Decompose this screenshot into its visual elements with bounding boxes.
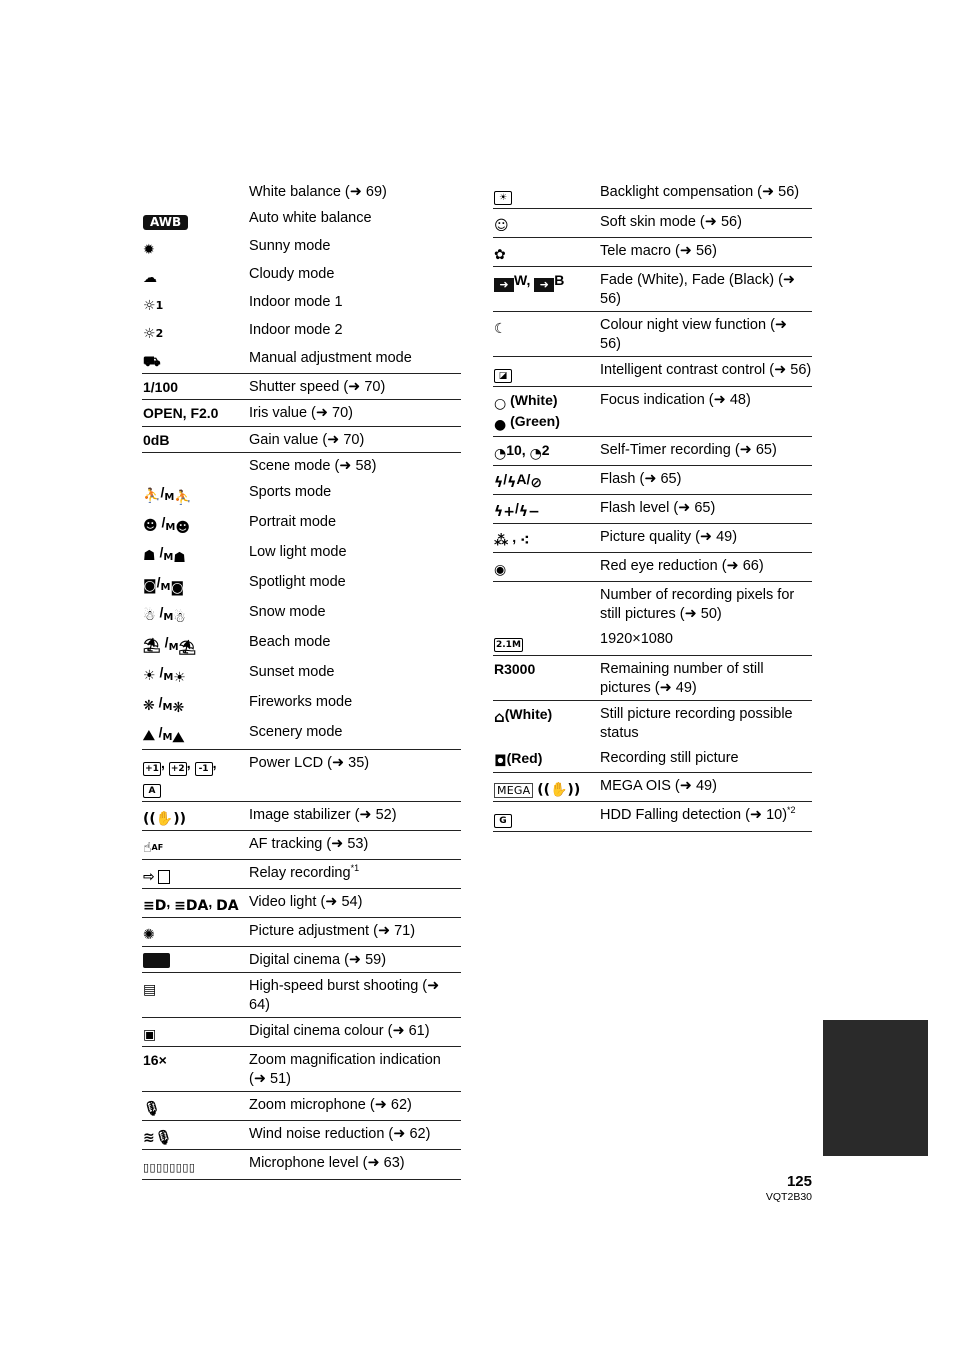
row-description: Number of recording pixels for still pictures (➜ 50)	[600, 587, 795, 622]
contrast-control-icon: ◪	[494, 369, 512, 383]
sunset-icon: ☀	[143, 667, 156, 684]
row-description: Scenery mode	[248, 719, 461, 750]
row-description: Picture quality (➜ 49)	[599, 524, 812, 553]
digital-cinema-icon	[143, 953, 170, 968]
hdd-falling-icon: G	[494, 814, 512, 828]
manual-wb-icon: ⛟	[143, 353, 161, 370]
quality-fine-icon: ⁂	[494, 533, 509, 549]
snow-icon: ☃	[143, 607, 156, 624]
remaining-pictures-value: R3000	[493, 656, 599, 701]
table-row	[142, 205, 461, 233]
row-description: Colour night view function (➜ 56)	[599, 312, 812, 357]
mic-level-icon: ▯▯▯▯▯▯▯▯	[143, 1161, 196, 1174]
lcd-minus1-icon: -1	[195, 762, 213, 776]
table-row	[493, 582, 812, 627]
red-eye-icon: ◉	[494, 562, 507, 578]
table-row: ϟ+/ϟ− Flash level (➜ 65)	[493, 495, 812, 524]
flash-auto-icon: ϟ	[507, 475, 517, 491]
row-description: Flash level (➜ 65)	[599, 495, 812, 524]
spotlight-icon: ◙	[143, 577, 157, 594]
table-row	[493, 773, 812, 802]
soft-skin-icon: ☺	[494, 218, 509, 234]
right-icon-table	[493, 179, 812, 832]
table-row	[142, 1018, 461, 1047]
row-description: Auto white balance	[249, 209, 372, 226]
row-description: Microphone level (➜ 63)	[248, 1150, 461, 1180]
row-description: Image stabilizer (➜ 52)	[248, 801, 461, 830]
page-number: 125	[786, 1173, 812, 1190]
video-light-auto-2-icon: DA	[216, 897, 239, 914]
row-description: Relay recording$^{*1}$	[248, 859, 461, 888]
row-description: Sunset mode	[249, 663, 335, 680]
row-description: Focus indication (➜ 48)	[599, 387, 812, 437]
table-row	[142, 1047, 461, 1092]
row-description: Fade (White), Fade (Black) (➜ 56)	[599, 267, 812, 312]
table-row: ☗ / M ☗ Low light mode	[142, 539, 461, 569]
table-row: ☃ / M ☃ Snow mode	[142, 599, 461, 629]
table-row	[142, 917, 461, 946]
manual-low-light-icon: M ☗	[163, 549, 186, 566]
table-row	[142, 946, 461, 973]
table-row: ⛱ / M ⛱ Beach mode	[142, 629, 461, 659]
fade-black-icon: ➜	[534, 278, 554, 292]
row-description: Video light (➜ 54)	[248, 888, 461, 917]
picture-adjustment-icon: ✺	[143, 926, 155, 943]
camera-outline-icon: ⌂	[494, 708, 505, 726]
right-table-column	[493, 179, 812, 832]
table-row: ➜ W, ➜ B Fade (White), Fade (Black) (➜ 56)	[493, 267, 812, 312]
row-description: Fireworks mode	[249, 693, 353, 710]
night-view-icon: ☾	[494, 321, 507, 337]
row-description: Zoom microphone (➜ 62)	[248, 1092, 461, 1121]
row-description: Low light mode	[249, 543, 347, 560]
table-row: ◙/ M ◙ Spotlight mode	[142, 569, 461, 599]
focus-white-icon: ○	[494, 396, 507, 412]
table-row	[142, 400, 461, 427]
wind-noise-icon: ≋🎙	[143, 1130, 173, 1146]
table-row	[493, 179, 812, 209]
row-description: Red eye reduction (➜ 66)	[599, 553, 812, 582]
table-row	[142, 1092, 461, 1121]
row-description: Remaining number of still pictures (➜ 49)	[599, 656, 812, 701]
table-row	[142, 426, 461, 453]
manual-sports-icon: M ⛹	[164, 489, 192, 506]
table-row	[493, 553, 812, 582]
sun-icon: ✹	[143, 241, 155, 258]
manual-sunset-icon: M ☀	[163, 669, 186, 686]
video-light-auto-icon: ≡DA	[174, 897, 209, 914]
relay-recording-icon: ⇨	[143, 869, 170, 885]
flash-off-icon: ⊘	[530, 475, 543, 491]
row-description: Soft skin mode (➜ 56)	[599, 209, 812, 238]
table-row: ⛰ / M ⛰ Scenery mode	[142, 719, 461, 750]
left-icon-table	[142, 179, 461, 1180]
fade-white-icon: ➜	[494, 278, 514, 292]
row-description: Snow mode	[249, 603, 326, 620]
row-description: Backlight compensation (➜ 56)	[599, 179, 812, 209]
table-row	[493, 209, 812, 238]
row-description: Digital cinema (➜ 59)	[248, 946, 461, 973]
lcd-plus2-icon: +2	[169, 762, 187, 776]
row-description: Picture adjustment (➜ 71)	[248, 917, 461, 946]
table-row	[142, 179, 461, 205]
row-description: Still picture recording possible status	[600, 706, 793, 741]
row-description: Intelligent contrast control (➜ 56)	[599, 357, 812, 387]
pixels-2-1m-icon: 2.1M	[496, 640, 521, 650]
cloud-icon: ☁	[143, 269, 157, 286]
left-table-column	[142, 179, 461, 1180]
table-row	[493, 626, 812, 656]
row-description: Sunny mode	[249, 237, 331, 254]
row-description: Power LCD (➜ 35)	[248, 749, 461, 801]
row-description: Indoor mode 2	[249, 321, 343, 338]
row-description: Iris value (➜ 70)	[248, 400, 461, 427]
flash-plus-icon: ϟ+	[494, 504, 515, 520]
table-row: +1 , +2 , -1 , A Power LCD (➜ 35)	[142, 749, 461, 801]
shutter-speed-value: 1/100	[142, 373, 248, 400]
row-description: Spotlight mode	[249, 573, 346, 590]
row-description: Sports mode	[249, 483, 332, 500]
manual-beach-icon: M ⛱	[168, 639, 197, 656]
table-row: ◘(Red) Recording still picture	[493, 745, 812, 773]
manual-portrait-icon: M ☻	[165, 519, 190, 536]
beach-icon: ⛱	[143, 637, 161, 654]
cinema-colour-icon: ▣	[143, 1027, 157, 1043]
zoom-magnification-value: 16×	[142, 1047, 248, 1092]
sports-icon: ⛹	[143, 487, 161, 504]
table-row	[493, 357, 812, 387]
row-description: Tele macro (➜ 56)	[599, 238, 812, 267]
table-row	[493, 238, 812, 267]
self-timer-icon: ◔	[494, 446, 507, 462]
quality-normal-icon: ⁖	[520, 533, 530, 549]
table-row	[493, 656, 812, 701]
self-timer-icon: ◔	[529, 446, 542, 462]
row-description: Zoom magnification indication (➜ 51)	[248, 1047, 461, 1092]
row-description: Self-Timer recording (➜ 65)	[599, 437, 812, 466]
row-description: HDD Falling detection (➜ 10)$^{*2}$	[599, 802, 812, 832]
table-row: ⛹/ M ⛹ Sports mode	[142, 479, 461, 509]
row-description: Scene mode (➜ 58)	[249, 458, 377, 474]
flash-minus-icon: ϟ−	[518, 504, 540, 520]
table-row	[142, 233, 461, 261]
table-row	[142, 345, 461, 374]
lcd-auto-icon: A	[143, 784, 161, 798]
fireworks-icon: ❋	[143, 697, 155, 714]
manual-fireworks-icon: M ❋	[162, 699, 185, 716]
table-row	[142, 317, 461, 345]
table-row	[142, 261, 461, 289]
zoom-mic-icon: 🎙	[143, 1101, 161, 1117]
row-description: AF tracking (➜ 53)	[248, 830, 461, 859]
indoor-2-icon: ☼ 2	[143, 325, 164, 342]
backlight-icon: ☀	[494, 191, 512, 205]
table-row: ☀ / M ☀ Sunset mode	[142, 659, 461, 689]
row-description: Beach mode	[249, 633, 331, 650]
model-code: VQT2B30	[765, 1191, 812, 1203]
video-light-icon: ≡D	[143, 897, 167, 914]
table-row	[142, 830, 461, 859]
portrait-icon: ☻	[143, 517, 158, 534]
low-light-icon: ☗	[143, 547, 156, 564]
table-row: ○ (White) ● (Green) Focus indication (➜ 48)	[493, 387, 812, 437]
mega-ois-icon: MEGA	[494, 783, 533, 798]
row-description: Flash (➜ 65)	[599, 466, 812, 495]
manual-spotlight-icon: M ◙	[160, 579, 185, 596]
row-description: Cloudy mode	[249, 265, 335, 282]
row-description: Wind noise reduction (➜ 62)	[248, 1121, 461, 1150]
table-row: ❋ / M ❋ Fireworks mode	[142, 689, 461, 719]
table-row	[142, 373, 461, 400]
table-row: ☻ / M ☻ Portrait mode	[142, 509, 461, 539]
table-row: ≡D, ≡DA, DA Video light (➜ 54)	[142, 888, 461, 917]
image-stabilizer-icon: ((✋))	[143, 810, 187, 827]
row-description: Portrait mode	[249, 513, 337, 530]
row-description: Shutter speed (➜ 70)	[248, 373, 461, 400]
row-description: MEGA OIS (➜ 49)	[599, 773, 812, 802]
burst-shooting-icon: ▤	[143, 982, 157, 998]
row-description: 1920×1080	[599, 626, 812, 656]
manual-scenery-icon: M ⛰	[162, 729, 185, 746]
af-tracking-icon: ☝ AF	[143, 839, 164, 856]
table-row	[142, 801, 461, 830]
table-row: ◔10, ◔2 Self-Timer recording (➜ 65)	[493, 437, 812, 466]
table-row: ϟ/ϟA/⊘ Flash (➜ 65)	[493, 466, 812, 495]
image-stabilizer-icon: ((✋))	[537, 782, 581, 798]
row-description: White balance (➜ 69)	[249, 184, 387, 200]
table-row	[142, 859, 461, 888]
scenery-icon: ⛰	[143, 727, 155, 744]
lcd-plus1-icon: +1	[143, 762, 161, 776]
tele-macro-icon: ✿	[494, 247, 506, 263]
flash-icon: ϟ	[494, 475, 504, 491]
row-description: High-speed burst shooting (➜ 64)	[248, 973, 461, 1018]
table-row	[142, 1121, 461, 1150]
focus-green-icon: ●	[494, 417, 507, 433]
row-description: Gain value (➜ 70)	[248, 426, 461, 453]
row-description: Recording still picture	[599, 745, 812, 773]
awb-icon: AWB	[143, 215, 188, 230]
section-tab-marker	[823, 1020, 928, 1156]
gain-value: 0dB	[142, 426, 248, 453]
manual-snow-icon: M ☃	[163, 609, 186, 626]
camera-filled-icon: ◘	[494, 752, 507, 770]
row-description: Manual adjustment mode	[248, 345, 461, 374]
iris-value: OPEN, F2.0	[142, 400, 248, 427]
row-description: Indoor mode 1	[249, 293, 343, 310]
indoor-1-icon: ☼ 1	[143, 297, 164, 314]
table-row	[142, 453, 461, 479]
table-row	[493, 802, 812, 832]
row-description: Digital cinema colour (➜ 61)	[248, 1018, 461, 1047]
table-row: ⁂ , ⁖ Picture quality (➜ 49)	[493, 524, 812, 553]
table-row	[142, 973, 461, 1018]
table-row	[142, 289, 461, 317]
table-row	[493, 312, 812, 357]
table-row: ⌂(White) Still picture recording possible status	[493, 701, 812, 746]
table-row	[142, 1150, 461, 1180]
